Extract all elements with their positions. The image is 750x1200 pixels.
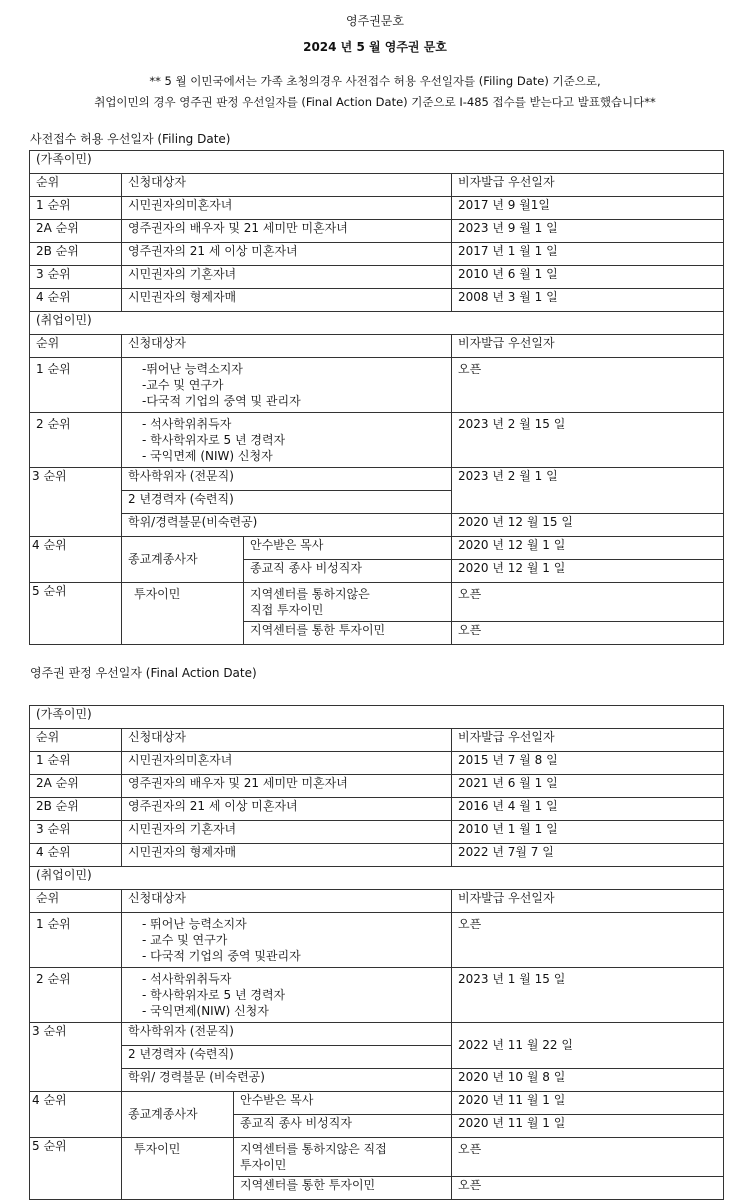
table-row <box>30 1023 724 1046</box>
date-cell: 2010 년 1 월 1 일 <box>452 821 724 844</box>
target-cell: 투자이민 <box>122 1138 234 1200</box>
header-target: 신청대상자 <box>122 174 452 197</box>
target-line: - 석사학위취득자 <box>142 417 232 431</box>
table-row <box>30 968 724 1023</box>
rank-cell: 2B 순위 <box>30 243 122 266</box>
table-row <box>30 468 724 491</box>
target-cell: 시민권자의 형제자매 <box>122 289 452 312</box>
rank-cell: 3 순위 <box>30 266 122 289</box>
target-line: 지역센터를 통하지않은 <box>250 587 370 601</box>
date-cell: 2023 년 2 월 1 일 <box>452 468 724 514</box>
target-cell: 영주권자의 21 세 이상 미혼자녀 <box>122 798 452 821</box>
target-cell: 학사학위자 (전문직) <box>122 468 452 491</box>
target-line: - 교수 및 연구가 <box>142 933 228 947</box>
header-target: 신청대상자 <box>122 335 452 358</box>
sub-target-cell <box>234 1138 452 1177</box>
table-row <box>30 358 724 413</box>
employment-group-row <box>30 867 724 890</box>
target-line: - 국익면제 (NIW) 신청자 <box>142 449 273 463</box>
header-rank: 순위 <box>30 890 122 913</box>
target-cell: 학위/ 경력불문 (비숙련공) <box>122 1069 452 1092</box>
family-group-label: (가족이민) <box>30 151 724 174</box>
rank-cell: 5 순위 <box>30 583 122 645</box>
table-row <box>30 821 724 844</box>
table-row <box>30 537 724 560</box>
target-line: - 학사학위자로 5 년 경력자 <box>142 988 286 1002</box>
date-cell: 2008 년 3 월 1 일 <box>452 289 724 312</box>
employment-group-label: (취업이민) <box>30 867 724 890</box>
date-cell: 오픈 <box>452 1138 724 1177</box>
target-cell: 학사학위자 (전문직) <box>122 1023 452 1046</box>
date-cell: 2020 년 11 월 1 일 <box>452 1115 724 1138</box>
table-row <box>30 1138 724 1177</box>
target-line: 지역센터를 통한 투자이민 <box>240 1178 376 1192</box>
filing-date-table <box>29 150 724 645</box>
family-group-label: (가족이민) <box>30 706 724 729</box>
target-line: - 국익면제(NIW) 신청자 <box>142 1004 269 1018</box>
final-section-title: 영주권 판정 우선일자 (Final Action Date) <box>30 666 257 680</box>
rank-cell: 2 순위 <box>30 413 122 468</box>
table-row <box>30 266 724 289</box>
table-row <box>30 583 724 622</box>
table-row <box>30 197 724 220</box>
table-row <box>30 844 724 867</box>
target-cell: 학위/경력불문(비숙련공) <box>122 514 452 537</box>
rank-cell: 3 순위 <box>30 468 122 537</box>
sub-target-cell: 안수받은 목사 <box>234 1092 452 1115</box>
header-target: 신청대상자 <box>122 890 452 913</box>
document-subtitle: 2024 년 5 월 영주권 문호 <box>303 40 447 54</box>
header-rank: 순위 <box>30 729 122 752</box>
rank-cell: 3 순위 <box>30 1023 122 1092</box>
target-cell: 투자이민 <box>122 583 244 645</box>
table-row <box>30 913 724 968</box>
date-cell: 2020 년 12 월 15 일 <box>452 514 724 537</box>
sub-target-cell: 종교직 종사 비성직자 <box>234 1115 452 1138</box>
table-row <box>30 1069 724 1092</box>
target-cell: 영주권자의 배우자 및 21 세미만 미혼자녀 <box>122 220 452 243</box>
table-header-row <box>30 890 724 913</box>
rank-cell: 4 순위 <box>30 537 122 583</box>
target-cell: 시민권자의미혼자녀 <box>122 752 452 775</box>
target-cell: 시민권자의 형제자매 <box>122 844 452 867</box>
header-target: 신청대상자 <box>122 729 452 752</box>
target-cell: 시민권자의 기혼자녀 <box>122 266 452 289</box>
date-cell: 2022 년 7월 7 일 <box>452 844 724 867</box>
target-cell: 영주권자의 21 세 이상 미혼자녀 <box>122 243 452 266</box>
date-cell: 2010 년 6 월 1 일 <box>452 266 724 289</box>
target-line: -교수 및 연구가 <box>142 378 224 392</box>
rank-cell: 2A 순위 <box>30 220 122 243</box>
date-cell: 2020 년 10 월 8 일 <box>452 1069 724 1092</box>
target-cell: 영주권자의 배우자 및 21 세미만 미혼자녀 <box>122 775 452 798</box>
header-rank: 순위 <box>30 335 122 358</box>
date-cell: 2017 년 1 월 1 일 <box>452 243 724 266</box>
employment-group-row <box>30 312 724 335</box>
employment-group-label: (취업이민) <box>30 312 724 335</box>
target-cell: 종교계종사자 <box>122 537 244 583</box>
target-line: 지역센터를 통하지않은 직접 <box>240 1142 387 1156</box>
family-group-row <box>30 706 724 729</box>
final-action-date-table <box>29 705 724 1200</box>
header-date: 비자발급 우선일자 <box>452 174 724 197</box>
document-title: 영주권문호 <box>346 14 404 28</box>
table-row <box>30 752 724 775</box>
header-date: 비자발급 우선일자 <box>452 335 724 358</box>
date-cell: 오픈 <box>452 622 724 645</box>
filing-section-title: 사전접수 허용 우선일자 (Filing Date) <box>30 132 231 146</box>
rank-cell: 2B 순위 <box>30 798 122 821</box>
date-cell: 2022 년 11 월 22 일 <box>452 1023 724 1069</box>
table-row <box>30 514 724 537</box>
target-cell: 2 년경력자 (숙련직) <box>122 1046 452 1069</box>
rank-cell: 1 순위 <box>30 358 122 413</box>
target-cell <box>122 358 452 413</box>
target-line: -뛰어난 능력소지자 <box>142 362 243 376</box>
table-row <box>30 798 724 821</box>
sub-target-cell <box>244 583 452 622</box>
target-cell <box>122 968 452 1023</box>
date-cell: 2021 년 6 월 1 일 <box>452 775 724 798</box>
date-cell: 2023 년 9 월 1 일 <box>452 220 724 243</box>
table-header-row <box>30 174 724 197</box>
table-row <box>30 289 724 312</box>
rank-cell: 1 순위 <box>30 197 122 220</box>
date-cell: 오픈 <box>452 583 724 622</box>
target-line: 지역센터를 통한 투자이민 <box>250 623 386 637</box>
table-header-row <box>30 335 724 358</box>
date-cell: 오픈 <box>452 913 724 968</box>
rank-cell: 4 순위 <box>30 1092 122 1138</box>
target-line: - 뛰어난 능력소지자 <box>142 917 247 931</box>
date-cell: 2015 년 7 월 8 일 <box>452 752 724 775</box>
target-cell <box>122 913 452 968</box>
note-line-1: ** 5 월 이민국에서는 가족 초청의경우 사전접수 허용 우선일자를 (Filing Date) 기준으로, <box>149 74 601 88</box>
target-line: 직접 투자이민 <box>250 603 324 617</box>
target-line: - 석사학위취득자 <box>142 972 232 986</box>
table-row <box>30 1092 724 1115</box>
target-line: 투자이민 <box>240 1158 287 1172</box>
date-cell: 2023 년 1 월 15 일 <box>452 968 724 1023</box>
sub-target-cell <box>244 622 452 645</box>
date-cell: 오픈 <box>452 1177 724 1200</box>
target-cell <box>122 413 452 468</box>
date-cell: 2016 년 4 월 1 일 <box>452 798 724 821</box>
sub-target-cell <box>234 1177 452 1200</box>
rank-cell: 3 순위 <box>30 821 122 844</box>
sub-target-cell: 종교직 종사 비성직자 <box>244 560 452 583</box>
date-cell: 2023 년 2 월 15 일 <box>452 413 724 468</box>
table-row <box>30 243 724 266</box>
target-line: - 학사학위자로 5 년 경력자 <box>142 433 286 447</box>
table-row <box>30 220 724 243</box>
rank-cell: 4 순위 <box>30 289 122 312</box>
target-line: - 다국적 기업의 중역 및관리자 <box>142 949 301 963</box>
table-row <box>30 413 724 468</box>
date-cell: 오픈 <box>452 358 724 413</box>
target-cell: 2 년경력자 (숙련직) <box>122 491 452 514</box>
target-cell: 시민권자의미혼자녀 <box>122 197 452 220</box>
family-group-row <box>30 151 724 174</box>
rank-cell: 2 순위 <box>30 968 122 1023</box>
note-line-2: 취업이민의 경우 영주권 판정 우선일자를 (Final Action Date) 기준으로 I-485 접수를 받는다고 발표했습니다** <box>94 95 656 109</box>
date-cell: 2017 년 9 월1일 <box>452 197 724 220</box>
target-line: -다국적 기업의 중역 및 관리자 <box>142 394 301 408</box>
sub-target-cell: 안수받은 목사 <box>244 537 452 560</box>
header-date: 비자발급 우선일자 <box>452 729 724 752</box>
target-cell: 종교계종사자 <box>122 1092 234 1138</box>
rank-cell: 5 순위 <box>30 1138 122 1200</box>
table-header-row <box>30 729 724 752</box>
date-cell: 2020 년 12 월 1 일 <box>452 537 724 560</box>
header-date: 비자발급 우선일자 <box>452 890 724 913</box>
date-cell: 2020 년 11 월 1 일 <box>452 1092 724 1115</box>
rank-cell: 4 순위 <box>30 844 122 867</box>
target-cell: 시민권자의 기혼자녀 <box>122 821 452 844</box>
table-row <box>30 775 724 798</box>
date-cell: 2020 년 12 월 1 일 <box>452 560 724 583</box>
header-rank: 순위 <box>30 174 122 197</box>
rank-cell: 2A 순위 <box>30 775 122 798</box>
rank-cell: 1 순위 <box>30 913 122 968</box>
rank-cell: 1 순위 <box>30 752 122 775</box>
